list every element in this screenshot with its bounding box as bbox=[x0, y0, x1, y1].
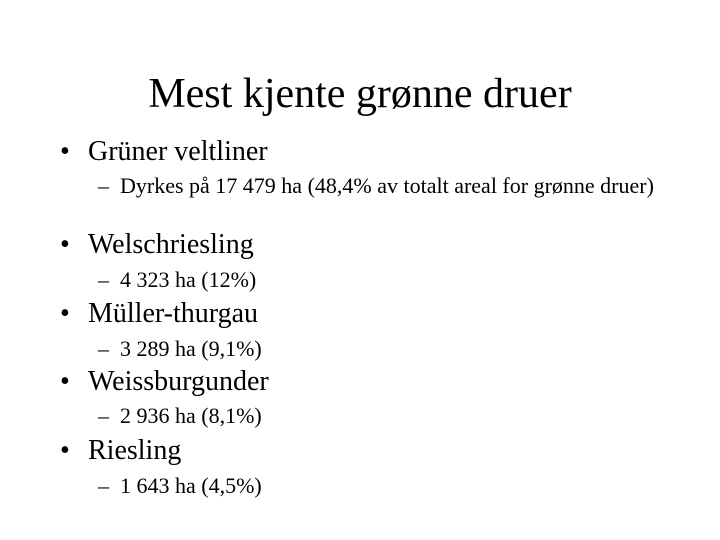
bullet-label: Müller-thurgau bbox=[88, 298, 258, 329]
bullet-dot-icon: • bbox=[60, 229, 70, 260]
bullet-dot-icon: • bbox=[60, 136, 70, 167]
sub-bullet-text: 4 323 ha (12%) bbox=[120, 267, 257, 292]
bullet-item-weissburgunder bbox=[60, 366, 269, 398]
slide-title: Mest kjente grønne druer bbox=[148, 71, 572, 117]
bullet-label: Weissburgunder bbox=[88, 366, 269, 397]
sub-bullet-text: 2 936 ha (8,1%) bbox=[120, 403, 262, 428]
dash-icon: – bbox=[98, 267, 109, 292]
dash-icon: – bbox=[98, 473, 109, 498]
sub-bullet-text: 3 289 ha (9,1%) bbox=[120, 336, 262, 361]
bullet-dot-icon: • bbox=[60, 435, 70, 466]
bullet-item-riesling bbox=[60, 435, 181, 467]
bullet-item-muller-thurgau bbox=[60, 298, 258, 330]
dash-icon: – bbox=[98, 336, 109, 361]
bullet-dot-icon: • bbox=[60, 366, 70, 397]
dash-icon: – bbox=[98, 173, 109, 198]
dash-icon: – bbox=[98, 403, 109, 428]
sub-bullet-riesling bbox=[98, 474, 658, 498]
bullet-item-gruner-veltliner bbox=[60, 136, 268, 168]
bullet-label: Riesling bbox=[88, 435, 182, 466]
sub-bullet-welschriesling bbox=[98, 268, 658, 292]
sub-bullet-text: Dyrkes på 17 479 ha (48,4% av totalt areal for grønne druer) bbox=[120, 173, 654, 198]
bullet-label: Welschriesling bbox=[88, 229, 254, 260]
sub-bullet-muller-thurgau bbox=[98, 337, 658, 361]
sub-bullet-gruner-veltliner bbox=[98, 174, 658, 198]
sub-bullet-text: 1 643 ha (4,5%) bbox=[120, 473, 262, 498]
sub-bullet-weissburgunder bbox=[98, 404, 658, 428]
bullet-dot-icon: • bbox=[60, 298, 70, 329]
bullet-label: Grüner veltliner bbox=[88, 136, 268, 167]
bullet-item-welschriesling bbox=[60, 229, 254, 261]
